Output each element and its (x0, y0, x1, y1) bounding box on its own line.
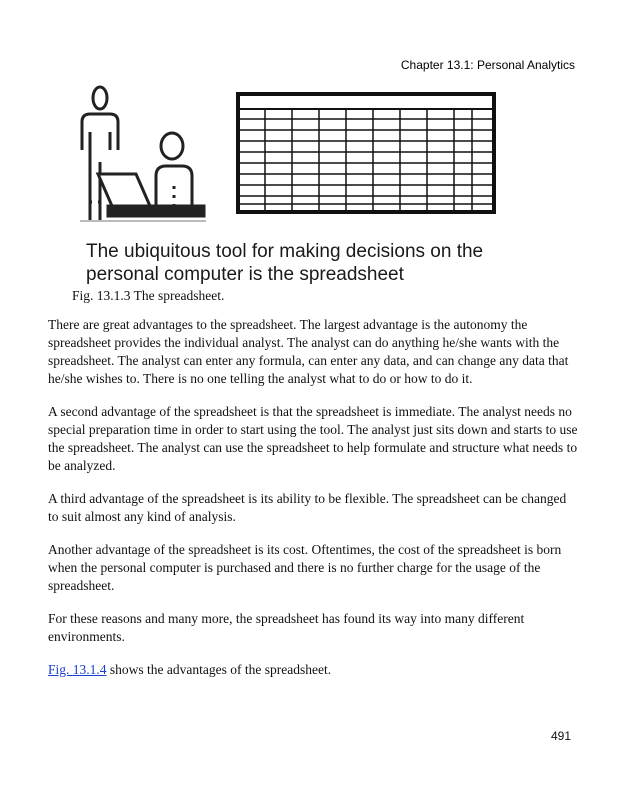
seated-person-icon (156, 133, 192, 212)
running-header: Chapter 13.1: Personal Analytics (400, 58, 575, 72)
figure-headline (86, 240, 526, 286)
spreadsheet-grid-icon (238, 94, 494, 212)
paragraph: A second advantage of the spreadsheet is that the spreadsheet is immediate. The analyst needs no special preparation time in order to start using the tool. The analyst just sits down and starts to use the spreadsheet. The analyst can use the spreadsheet to help formulate and structure what needs to be analyzed. (48, 404, 578, 473)
page-number: 491 (550, 729, 571, 743)
figure-reference-paragraph (48, 661, 578, 679)
paragraph: For these reasons and many more, the spreadsheet has found its way into many different environments. (48, 611, 525, 644)
paragraph: A third advantage of the spreadsheet is its ability to be flexible. The spreadsheet can be changed to suit almost any kind of analysis. (48, 491, 567, 524)
laptop-icon (98, 174, 204, 216)
figure-headline-line-1: The ubiquitous tool for making decisions on the (86, 241, 484, 262)
paragraph: Another advantage of the spreadsheet is its cost. Oftentimes, the cost of the spreadsheet is born when the personal computer is purchased and there is no further charge for the usage of the spreadsheet. (48, 542, 562, 593)
body-text (48, 316, 578, 694)
paragraph: There are great advantages to the spreadsheet. The largest advantage is the autonomy the spreadsheet provides the individual analyst. The analyst can do anything he/she wants with the spreadsheet. The analyst can enter any formula, can enter any data, and can change any data that he/she wishes to. There is no one telling the analyst what to do or how to do it. (48, 317, 569, 386)
figure-link[interactable]: Fig. 13.1.4 (48, 662, 107, 677)
figure-reference-text: shows the advantages of the spreadsheet. (106, 662, 332, 677)
figure-caption: Fig. 13.1.3 The spreadsheet. (72, 288, 225, 303)
figure-headline-line-2: personal computer is the spreadsheet (86, 264, 404, 285)
